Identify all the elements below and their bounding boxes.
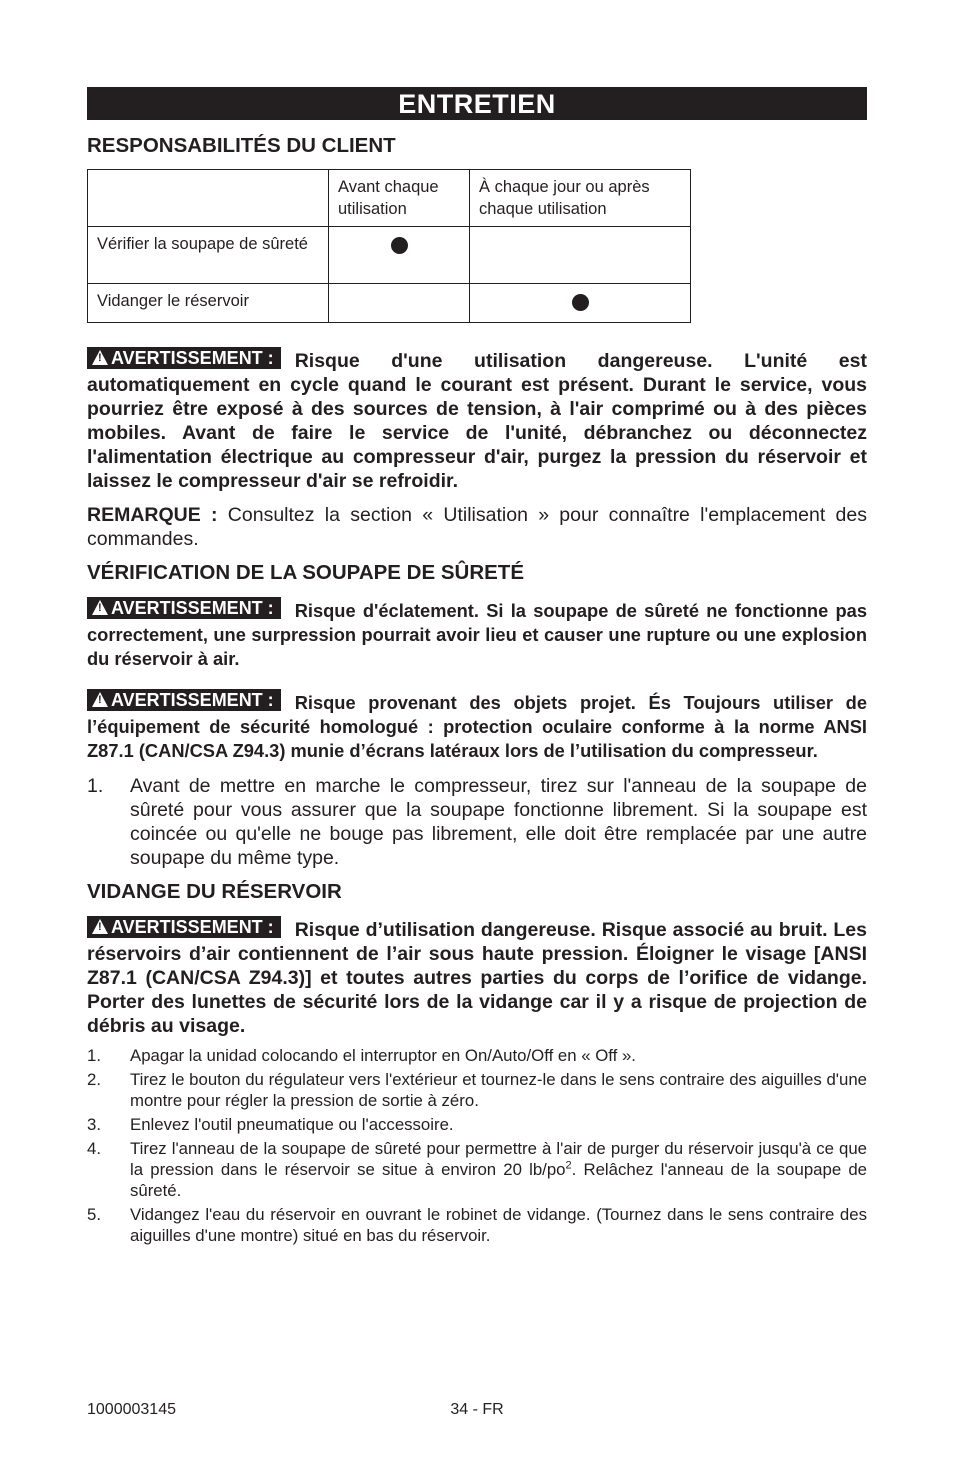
list-item: [87, 1045, 867, 1066]
warning-label: AVERTISSEMENT :: [111, 917, 274, 937]
list-text: Tirez l'anneau de la soupape de sûreté pour permettre à l'air de purger du réservoir jusqu'à ce que la pression dans le réservoir se situe à environ 20 lb/po: [130, 1139, 867, 1179]
table-header-cell: [88, 170, 329, 227]
document-number: 1000003145: [87, 1401, 176, 1418]
table-row-label: Vérifier la soupape de sûreté: [88, 227, 329, 284]
list-number: 5.: [87, 1205, 101, 1224]
warning-text: Risque provenant des objets projet. És Toujours utiliser de l’équipement de sécurité homologué : protection oculaire conforme à la norme ANSI Z87.1 (CAN/CSA Z94.3) munie d’écrans latéraux lors de l’utilisation du compresseur.: [87, 692, 867, 761]
warning-text: Risque d'éclatement. Si la soupape de sûreté ne fonctionne pas correctement, une surpression pourrait avoir lieu et causer une rupture ou une explosion du réservoir à air.: [87, 600, 867, 669]
table-row: [88, 227, 691, 284]
list-text: Apagar la unidad colocando el interruptor en On/Auto/Off en « Off ».: [130, 1046, 636, 1065]
warning-triangle-icon: [92, 350, 108, 365]
section-banner: ENTRETIEN: [87, 87, 867, 120]
warning-label: AVERTISSEMENT :: [111, 598, 274, 618]
warning-block: [87, 689, 867, 763]
list-text: Enlevez l'outil pneumatique ou l'accessoire.: [130, 1115, 454, 1134]
list-number: 1.: [87, 1046, 101, 1065]
page-number: 34 - FR: [450, 1401, 504, 1418]
bullet-mark-icon: [572, 294, 589, 311]
table-header-row: [88, 170, 691, 227]
bullet-mark-icon: [391, 237, 408, 254]
page: [87, 87, 867, 1249]
list-item: [87, 774, 867, 870]
warning-label: AVERTISSEMENT :: [111, 348, 274, 368]
table-cell: [329, 284, 470, 323]
heading-verification: VÉRIFICATION DE LA SOUPAPE DE SÛRETÉ: [87, 561, 524, 584]
warning-badge: [87, 597, 281, 619]
maintenance-table: [87, 169, 691, 323]
warning-block: [87, 916, 867, 1038]
list-number: 3.: [87, 1115, 101, 1134]
list-number: 4.: [87, 1139, 101, 1158]
warning-badge: [87, 689, 281, 711]
table-header-cell: Avant chaque utilisation: [329, 170, 470, 227]
list-number: 1.: [87, 775, 104, 797]
steps-list: [87, 1045, 867, 1246]
heading-vidange: VIDANGE DU RÉSERVOIR: [87, 880, 342, 903]
warning-triangle-icon: [92, 692, 108, 707]
table-cell: [470, 284, 691, 323]
note-block: [87, 503, 867, 551]
table-cell: [470, 227, 691, 284]
list-text: . Relâchez l'anneau de la soupape de sûreté.: [130, 1160, 867, 1200]
warning-label: AVERTISSEMENT :: [111, 690, 274, 710]
warning-block: [87, 597, 867, 671]
table-row-label: Vidanger le réservoir: [88, 284, 329, 323]
warning-triangle-icon: [92, 919, 108, 934]
list-text: Tirez le bouton du régulateur vers l'extérieur et tournez-le dans le sens contraire des aiguilles d'une montre pour régler la pression de sortie à zéro.: [130, 1070, 867, 1110]
note-label: REMARQUE :: [87, 504, 218, 526]
note-text: Consultez la section « Utilisation » pour connaître l'emplacement des commandes.: [87, 504, 867, 550]
table-row: [88, 284, 691, 323]
superscript: 2: [565, 1159, 572, 1172]
warning-badge: [87, 916, 281, 938]
list-item: [87, 1114, 867, 1135]
list-item: [87, 1204, 867, 1246]
table-header-cell: À chaque jour ou après chaque utilisation: [470, 170, 691, 227]
heading-responsabilites: RESPONSABILITÉS DU CLIENT: [87, 134, 396, 157]
list-number: 2.: [87, 1070, 101, 1089]
list-item: [87, 1069, 867, 1111]
warning-text: Risque d'une utilisation dangereuse. L'unité est automatiquement en cycle quand le courant est présent. Durant le service, vous pourriez être exposé à des sources de tension, à l'air comprimé ou à des pièces mobiles. Avant de faire le service de l'unité, débranchez ou déconnectez l'alimentation électrique au compresseur d'air, purgez la pression du réservoir et laissez le compresseur d'air se refroidir.: [87, 350, 867, 492]
list-text: Avant de mettre en marche le compresseur, tirez sur l'anneau de la soupape de sûreté pour vous assurer que la soupape fonctionne librement. Si la soupape est coincée ou qu'elle ne bouge pas librement, elle doit être remplacée par une autre soupape du même type.: [130, 775, 867, 869]
list-item: [87, 1138, 867, 1201]
warning-text: Risque d’utilisation dangereuse. Risque associé au bruit. Les réservoirs d’air contiennent de l’air sous haute pression. Éloigner le visage [ANSI Z87.1 (CAN/CSA Z94.3)] et toutes autres parties du corps de l’orifice de vidange. Porter des lunettes de sécurité lors de la vidange car il y a risque de projection de débris au visage.: [87, 919, 867, 1037]
warning-block: [87, 347, 867, 493]
warning-triangle-icon: [92, 600, 108, 615]
table-cell: [329, 227, 470, 284]
steps-list: [87, 774, 867, 870]
warning-badge: [87, 347, 281, 369]
list-text: Vidangez l'eau du réservoir en ouvrant le robinet de vidange. (Tournez dans le sens contraire des aiguilles d'une montre) situé en bas du réservoir.: [130, 1205, 867, 1245]
